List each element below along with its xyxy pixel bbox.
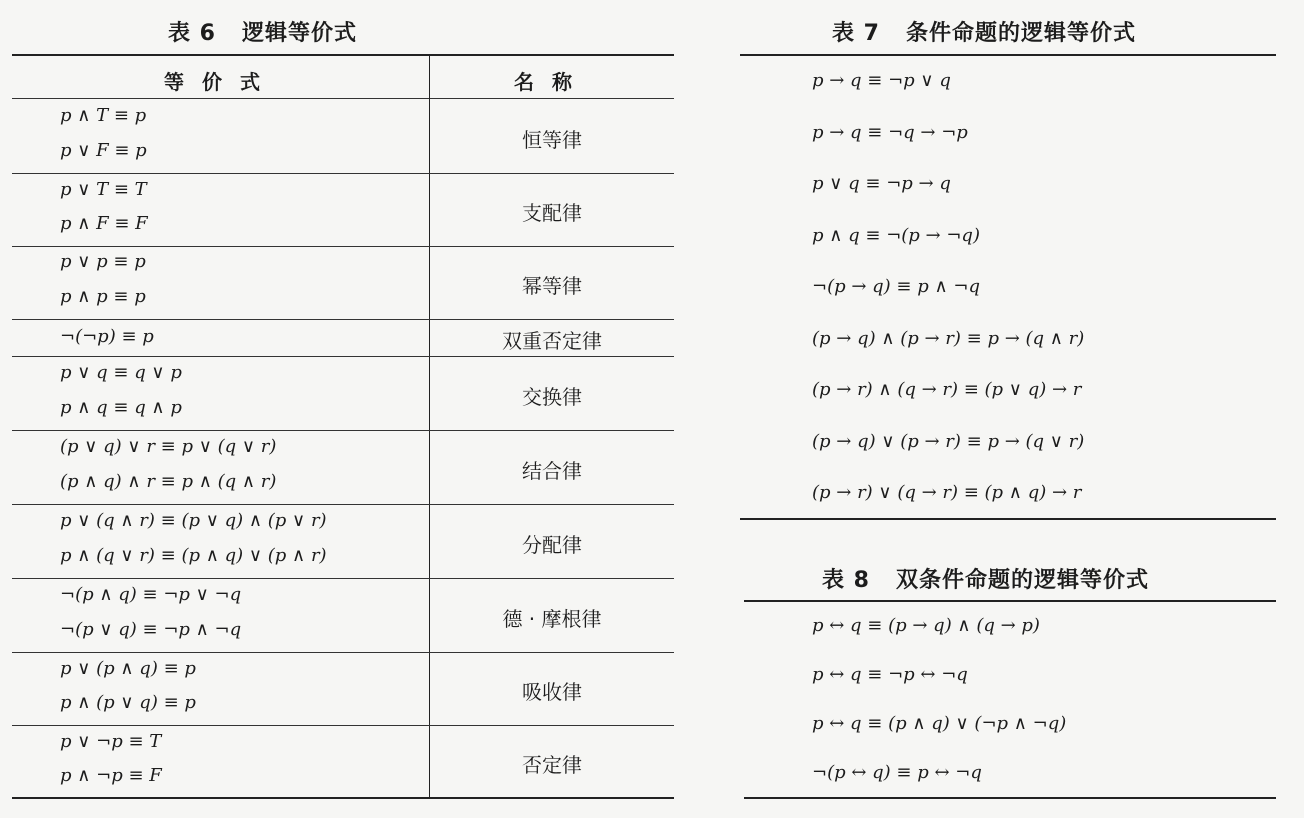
table6-formula: p ∧ (p ∨ q) ≡ p xyxy=(60,692,196,713)
table6-row xyxy=(12,726,674,797)
table6-formula: p ∨ (q ∧ r) ≡ (p ∨ q) ∧ (p ∨ r) xyxy=(60,510,327,531)
table6-formula: ¬(p ∧ q) ≡ ¬p ∨ ¬q xyxy=(60,584,242,605)
table7-formula: p → q ≡ ¬q → ¬p xyxy=(812,121,968,143)
table6-formula: p ∧ T ≡ p xyxy=(60,105,147,126)
table7-bottom-rule xyxy=(740,518,1276,520)
table6-header-rule xyxy=(12,98,674,99)
table6-law-name: 幂等律 xyxy=(522,273,582,298)
table6-formula: p ∨ (p ∧ q) ≡ p xyxy=(60,658,196,679)
table6-row xyxy=(12,100,674,173)
table6-bottom-rule xyxy=(12,797,674,799)
table8-bottom-rule xyxy=(744,797,1276,799)
table7-formula: (p → r) ∨ (q → r) ≡ (p ∧ q) → r xyxy=(812,482,1082,503)
table6-formula: p ∨ T ≡ T xyxy=(60,179,147,200)
table6-law-name: 吸收律 xyxy=(522,680,582,704)
table7-formula: p ∧ q ≡ ¬(p → ¬q) xyxy=(812,224,980,246)
table6-law-name: 支配律 xyxy=(522,201,582,225)
table8-caption: 表 8 双条件命题的逻辑等价式 xyxy=(822,568,1149,593)
table8-formula: p ↔ q ≡ (p → q) ∧ (q → p) xyxy=(812,615,1040,636)
table6-law-name: 德 · 摩根律 xyxy=(502,606,602,631)
table6-formula: p ∧ p ≡ p xyxy=(60,285,146,307)
table7-formula: p ∨ q ≡ ¬p → q xyxy=(812,173,951,194)
table6-formula: p ∨ p ≡ p xyxy=(60,251,146,272)
table6-formula: (p ∧ q) ∧ r ≡ p ∧ (q ∧ r) xyxy=(60,470,277,492)
table6-formula: p ∨ F ≡ p xyxy=(60,139,147,161)
table6-row xyxy=(12,174,674,246)
table6-law-name: 恒等律 xyxy=(522,127,582,152)
table6-row xyxy=(12,320,674,356)
table6-formula: ¬(¬p) ≡ p xyxy=(60,326,154,347)
table6-row xyxy=(12,653,674,725)
table6-law-name: 交换律 xyxy=(522,384,582,409)
table6-formula: p ∧ (q ∨ r) ≡ (p ∧ q) ∨ (p ∧ r) xyxy=(60,544,327,566)
table6-law-name: 双重否定律 xyxy=(502,329,602,353)
table6-formula: p ∨ q ≡ q ∨ p xyxy=(60,362,182,383)
table6-law-name: 结合律 xyxy=(522,458,582,483)
table7-formula: p → q ≡ ¬p ∨ q xyxy=(812,70,951,91)
table7-formula: (p → q) ∧ (p → r) ≡ p → (q ∧ r) xyxy=(812,327,1085,349)
table6-top-rule xyxy=(12,54,674,56)
table6-formula: p ∧ ¬p ≡ F xyxy=(60,764,162,786)
table8-formula: p ↔ q ≡ ¬p ↔ ¬q xyxy=(812,664,968,685)
table6-header-equivalence: 等价式 xyxy=(164,70,278,94)
table7-caption: 表 7 条件命题的逻辑等价式 xyxy=(832,21,1136,46)
table6-formula: p ∨ ¬p ≡ T xyxy=(60,731,162,752)
table6-law-name: 分配律 xyxy=(522,532,582,557)
table6-formula: ¬(p ∨ q) ≡ ¬p ∧ ¬q xyxy=(60,618,242,640)
table6-caption: 表 6 逻辑等价式 xyxy=(168,21,357,46)
table6-row xyxy=(12,505,674,578)
table6-law-name: 否定律 xyxy=(522,752,582,777)
table6-formula: p ∧ F ≡ F xyxy=(60,213,148,234)
table8-formula: ¬(p ↔ q) ≡ p ↔ ¬q xyxy=(812,762,982,783)
table7-formula: (p → r) ∧ (q → r) ≡ (p ∨ q) → r xyxy=(812,379,1082,400)
table7-formula: ¬(p → q) ≡ p ∧ ¬q xyxy=(812,276,980,297)
table6-row xyxy=(12,357,674,430)
table8-top-rule xyxy=(744,600,1276,602)
table7-formula: (p → q) ∨ (p → r) ≡ p → (q ∨ r) xyxy=(812,430,1085,452)
table7-top-rule xyxy=(740,54,1276,56)
table8-formula: p ↔ q ≡ (p ∧ q) ∨ (¬p ∧ ¬q) xyxy=(812,713,1067,734)
table6-row xyxy=(12,579,674,652)
table6-formula: p ∧ q ≡ q ∧ p xyxy=(60,396,182,418)
table6-row xyxy=(12,431,674,504)
table6-row xyxy=(12,246,674,319)
table6-formula: (p ∨ q) ∨ r ≡ p ∨ (q ∨ r) xyxy=(60,436,277,457)
table6-header-name: 名称 xyxy=(514,70,590,94)
